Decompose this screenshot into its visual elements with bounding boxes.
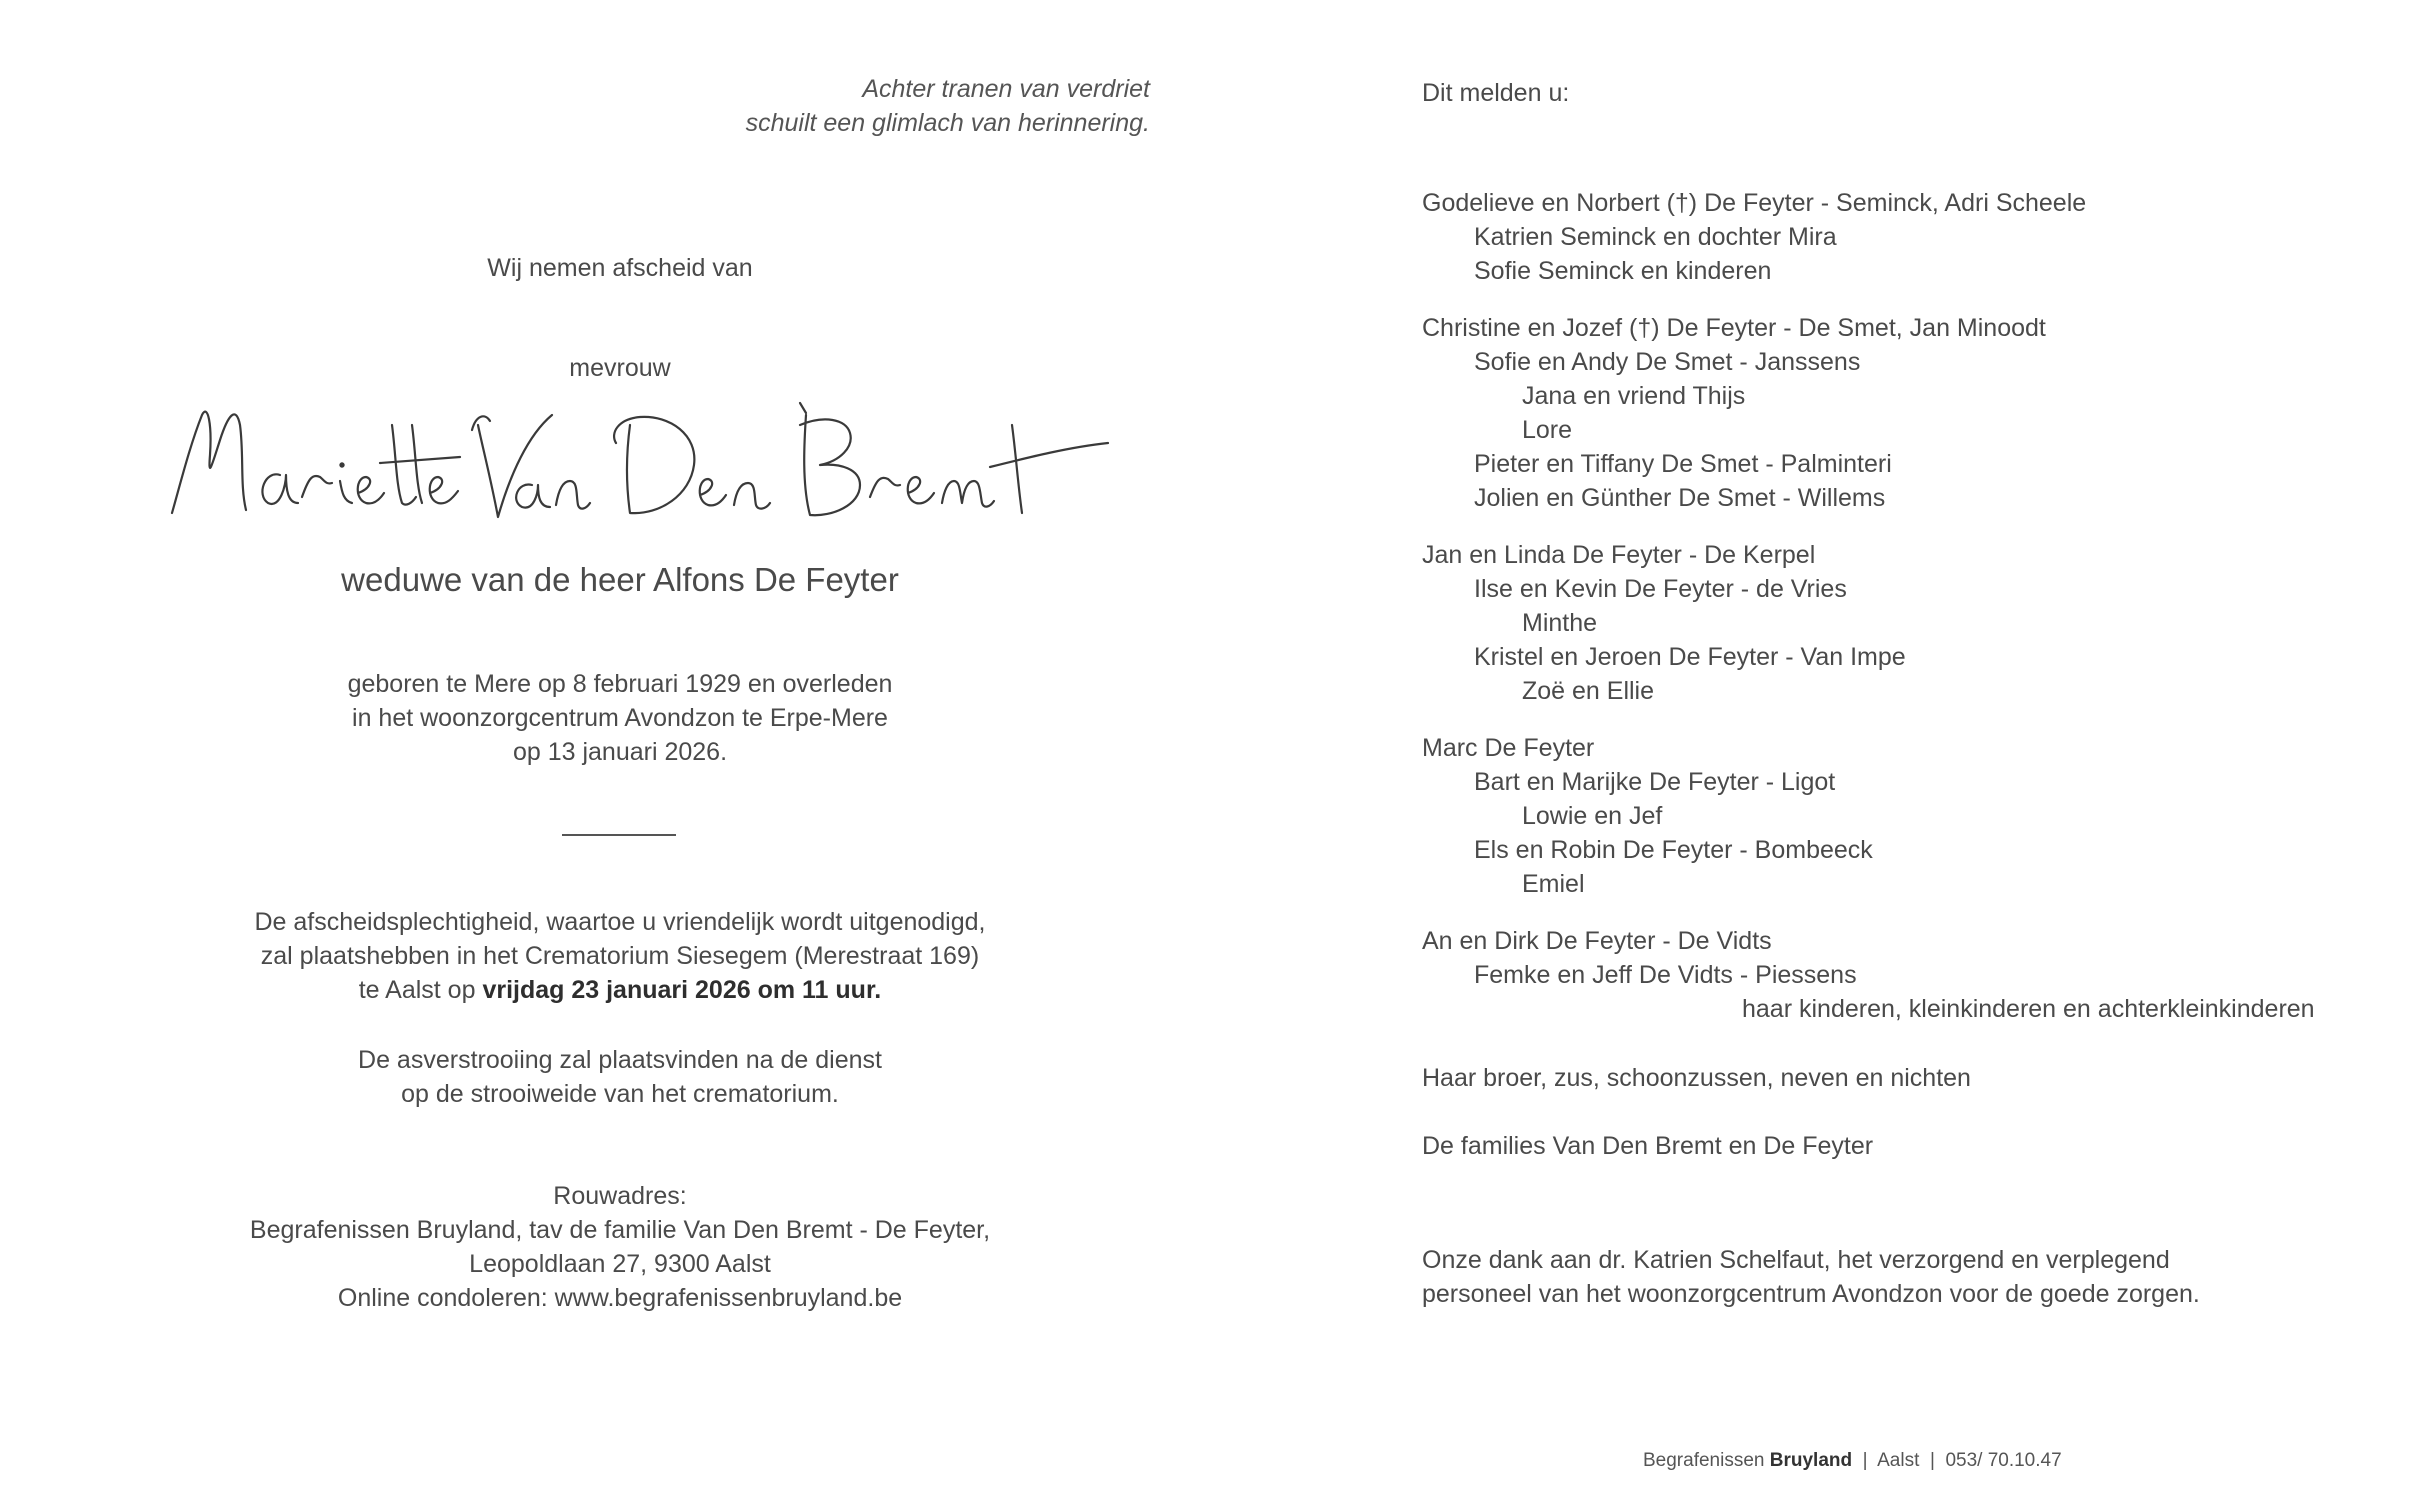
name-script-drawing xyxy=(160,385,1120,535)
quote xyxy=(450,72,1150,140)
ceremony-line-2: zal plaatshebben in het Crematorium Siesegem (Merestraat 169) xyxy=(260,942,980,970)
family-grandchild-line: Emiel xyxy=(1522,870,1585,898)
ceremony-line-3-prefix: te Aalst op xyxy=(358,976,483,1004)
address-label: Rouwadres: xyxy=(553,1182,687,1210)
family-child-line: Sofie Seminck en kinderen xyxy=(1474,257,1772,285)
family-grandchild-line: Lore xyxy=(1522,416,1573,444)
families-text: De families Van Den Bremt en De Feyter xyxy=(1422,1132,1874,1160)
footer-phone: 053/ 70.10.47 xyxy=(1945,1450,2062,1471)
scatter-line-2: op de strooiweide van het crematorium. xyxy=(401,1080,839,1108)
footer-company-bold: Bruyland xyxy=(1769,1450,1853,1471)
family-child-line: Jolien en Günther De Smet - Willems xyxy=(1474,484,1886,512)
family-child-line: Ilse en Kevin De Feyter - de Vries xyxy=(1474,575,1847,603)
address-line-1: Begrafenissen Bruyland, tav de familie Van Den Bremt - De Feyter, xyxy=(249,1216,991,1244)
family-child-line: Kristel en Jeroen De Feyter - Van Impe xyxy=(1474,643,1906,671)
family-closing: haar kinderen, kleinkinderen en achterkleinkinderen xyxy=(1742,995,2315,1023)
birth-line-3: op 13 januari 2026. xyxy=(512,738,728,766)
family-head-line: Godelieve en Norbert (†) De Feyter - Seminck, Adri Scheele xyxy=(1422,189,2087,217)
divider-line xyxy=(562,834,676,836)
family-grandchild-line: Zoë en Ellie xyxy=(1522,677,1655,705)
relatives-text: Haar broer, zus, schoonzussen, neven en nichten xyxy=(1422,1064,1971,1092)
announce-text: Dit melden u: xyxy=(1422,79,1570,107)
mourning-address xyxy=(100,1179,1140,1315)
family-head-line: Marc De Feyter xyxy=(1422,734,1595,762)
family-head-line: Jan en Linda De Feyter - De Kerpel xyxy=(1422,541,1816,569)
footer-separator-1: | xyxy=(1862,1450,1868,1471)
title-text: mevrouw xyxy=(569,354,671,382)
quote-line-1: Achter tranen van verdriet xyxy=(862,75,1150,103)
family-grandchild-line: Minthe xyxy=(1522,609,1598,637)
scattering-text xyxy=(100,1043,1140,1111)
ceremony-line-3 xyxy=(100,973,1140,1007)
scatter-line-1: De asverstrooiing zal plaatsvinden na de dienst xyxy=(358,1046,882,1074)
family-child-line: Pieter en Tiffany De Smet - Palminteri xyxy=(1474,450,1892,478)
thanks-line-2: personeel van het woonzorgcentrum Avondzon voor de goede zorgen. xyxy=(1422,1280,2200,1308)
deceased-name-signature xyxy=(160,385,1120,535)
quote-line-2: schuilt een glimlach van herinnering. xyxy=(745,109,1150,137)
ceremony-date-time: vrijdag 23 januari 2026 om 11 uur. xyxy=(482,976,882,1004)
family-child-line: Els en Robin De Feyter - Bombeeck xyxy=(1474,836,1873,864)
footer xyxy=(1643,1449,2062,1473)
family-grandchild-line: Jana en vriend Thijs xyxy=(1522,382,1746,410)
family-child-line: Bart en Marijke De Feyter - Ligot xyxy=(1474,768,1836,796)
family-head-line: Christine en Jozef (†) De Feyter - De Smet, Jan Minoodt xyxy=(1422,314,2046,342)
footer-city: Aalst xyxy=(1877,1450,1920,1471)
family-child-line: Femke en Jeff De Vidts - Piessens xyxy=(1474,961,1857,989)
family-head-line: An en Dirk De Feyter - De Vidts xyxy=(1422,927,1772,955)
birth-line-2: in het woonzorgcentrum Avondzon te Erpe-Mere xyxy=(352,704,888,732)
footer-company-prefix: Begrafenissen xyxy=(1643,1450,1770,1471)
widow-text: weduwe van de heer Alfons De Feyter xyxy=(341,561,899,598)
family-child-line: Katrien Seminck en dochter Mira xyxy=(1474,223,1837,251)
thanks-line-1: Onze dank aan dr. Katrien Schelfaut, het verzorgend en verplegend xyxy=(1422,1246,2170,1274)
address-line-3: Online condoleren: www.begrafenissenbruyland.be xyxy=(337,1284,903,1312)
intro-text: Wij nemen afscheid van xyxy=(487,254,753,282)
address-line-2: Leopoldlaan 27, 9300 Aalst xyxy=(469,1250,771,1278)
footer-separator-2: | xyxy=(1929,1450,1935,1471)
family-grandchild-line: Lowie en Jef xyxy=(1522,802,1663,830)
ceremony-text xyxy=(100,905,1140,1007)
ceremony-line-1: De afscheidsplechtigheid, waartoe u vriendelijk wordt uitgenodigd, xyxy=(254,908,986,936)
birth-death-text xyxy=(100,667,1140,769)
birth-line-1: geboren te Mere op 8 februari 1929 en overleden xyxy=(347,670,893,698)
family-child-line: Sofie en Andy De Smet - Janssens xyxy=(1474,348,1861,376)
right-column xyxy=(1422,0,2402,1509)
